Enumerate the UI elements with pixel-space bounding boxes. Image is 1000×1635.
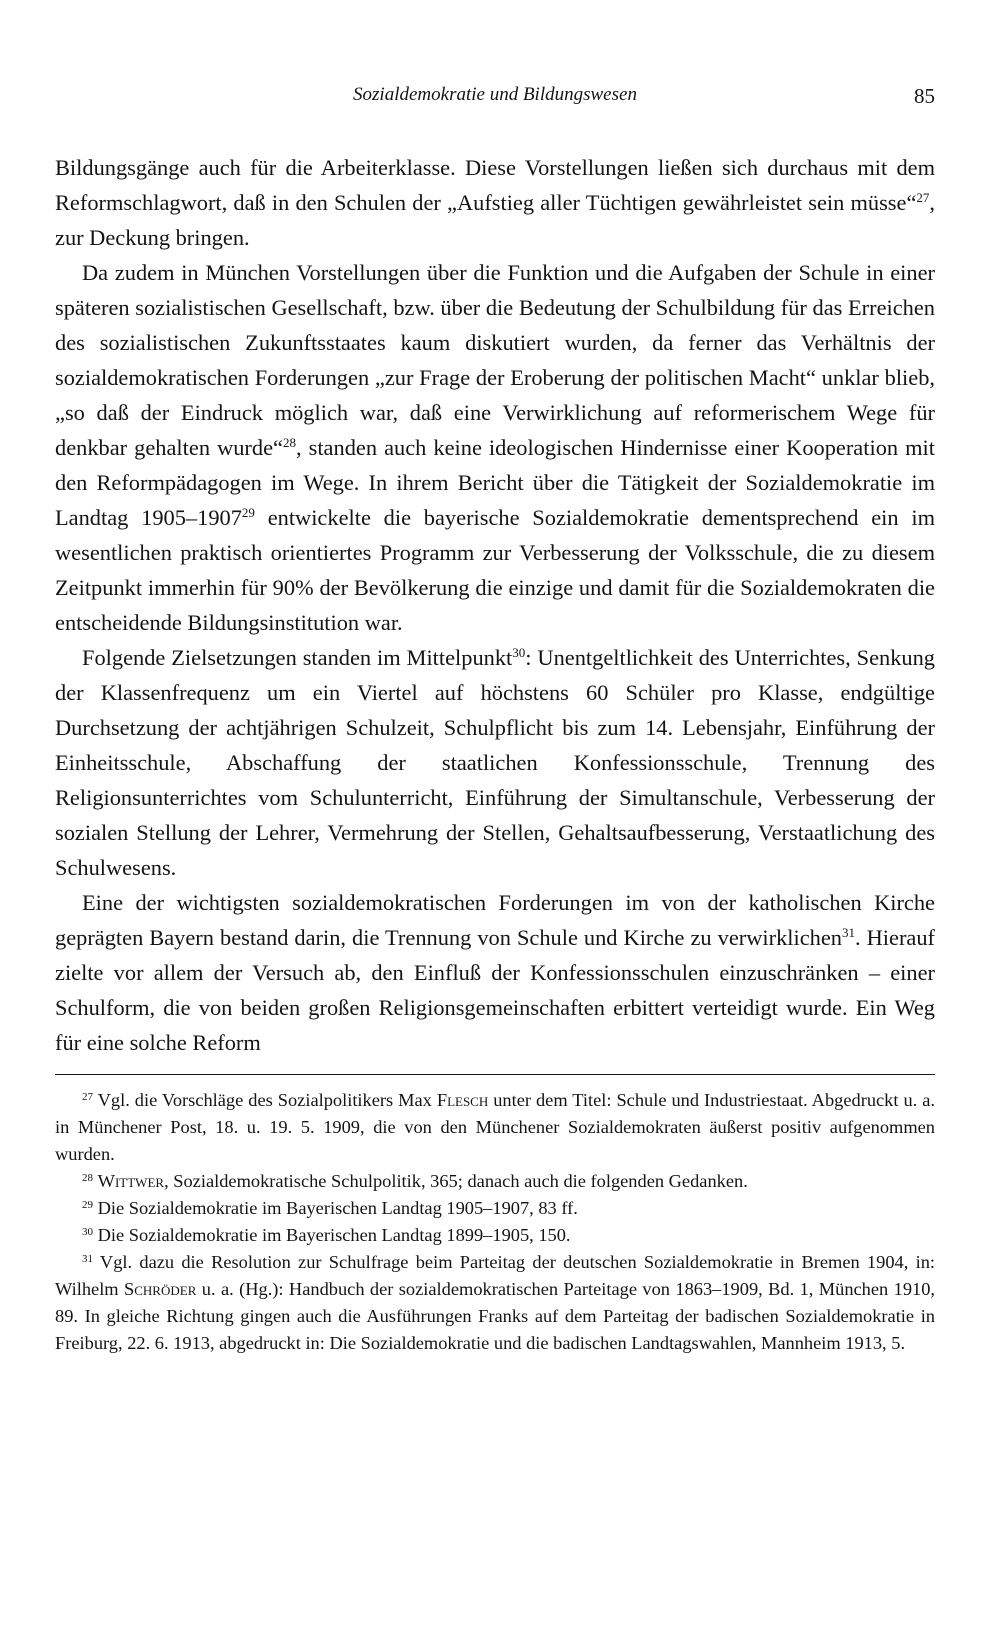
footnote-number: 27 — [82, 1091, 93, 1103]
footnote-text: u. a. (Hg.): Handbuch der sozialdemokratischen Parteitage von 1863–1909, Bd. 1, München 1910, 89. In gleiche Richtung gingen auch die Ausführungen Franks auf dem Parteitag der badischen Sozialdemokratie in Freiburg, 22. 6. 1913, abgedruckt in: Die Sozialdemokratie und die badischen Landtagswahlen, Mannheim 1913, 5. — [55, 1279, 935, 1353]
footnote-number: 29 — [82, 1199, 93, 1211]
page-number: 85 — [914, 84, 935, 108]
footnote-ref-27: 27 — [916, 190, 930, 205]
footnote-number: 31 — [82, 1253, 93, 1265]
footnotes — [55, 1087, 935, 1357]
author-name: Schröder — [124, 1279, 197, 1299]
book-page — [55, 84, 935, 1357]
paragraph-3 — [55, 640, 935, 885]
running-title: Sozialdemokratie und Bildungswesen — [353, 84, 637, 105]
paragraph-text: Folgende Zielsetzungen standen im Mittelpunkt — [82, 645, 513, 670]
footnote-30 — [55, 1222, 935, 1249]
paragraph-2 — [55, 255, 935, 640]
footnote-ref-28: 28 — [282, 435, 296, 450]
footnote-text: Vgl. dazu die Resolution zur Schulfrage beim Parteitag der deutschen Sozialdemokratie in Bremen 1904, in: Wilhelm — [55, 1252, 935, 1299]
footnote-text: unter dem Titel: Schule und Industriestaat. Abgedruckt u. a. in Münchener Post, 18. u. 19. 5. 1909, die von den Münchener Sozialdemokraten äußerst positiv aufgenommen wurden. — [55, 1090, 935, 1164]
paragraph-text: Eine der wichtigsten sozialdemokratischen Forderungen im von der katholischen Kirche geprägten Bayern bestand darin, die Trennung von Schule und Kirche zu verwirklichen — [55, 890, 935, 950]
footnote-number: 30 — [82, 1226, 93, 1238]
paragraph-text: . Hierauf zielte vor allem der Versuch ab, den Einfluß der Konfessionsschulen einzuschränken – einer Schulform, die von beiden großen Religionsgemeinschaften erbittert verteidigt wurde. Ein Weg für eine solche Reform — [55, 925, 936, 1055]
paragraph-text: Da zudem in München Vorstellungen über die Funktion und die Aufgaben der Schule in einer späteren sozialistischen Gesellschaft, bzw. über die Bedeutung der Schulbildung für das Erreichen des sozialistischen Zukunftsstaates kaum diskutiert wurden, da ferner das Verhältnis der sozialdemokratischen Forderungen „zur Frage der Eroberung der politischen Macht“ unklar blieb, „so daß der Eindruck möglich war, daß eine Verwirklichung auf reformerischem Wege für denkbar gehalten wurde“ — [55, 260, 935, 460]
paragraph-text: entwickelte die bayerische Sozialdemokratie dementsprechend ein im wesentlichen praktisch orientiertes Programm zur Verbesserung der Volksschule, die zu diesem Zeitpunkt immerhin für 90% der Bevölkerung die einzige und damit für die Sozialdemokraten die entscheidende Bildungsinstitution war. — [55, 505, 935, 635]
footnote-ref-31: 31 — [842, 925, 855, 940]
page-header — [55, 84, 935, 120]
footnote-ref-30: 30 — [512, 645, 526, 660]
footnote-27 — [55, 1087, 935, 1168]
footnote-28 — [55, 1168, 935, 1195]
paragraph-text: : Unentgeltlichkeit des Unterrichtes, Senkung der Klassenfrequenz um ein Viertel auf höchstens 60 Schüler pro Klasse, endgültige Durchsetzung der achtjährigen Schulzeit, Schulpflicht bis zum 14. Lebensjahr, Einführung der Einheitsschule, Abschaffung der staatlichen Konfessionsschule, Trennung des Religionsunterrichtes vom Schulunterricht, Einführung der Simultanschule, Verbesserung der sozialen Stellung der Lehrer, Vermehrung der Stellen, Gehaltsaufbesserung, Verstaatlichung des Schulwesens. — [55, 645, 936, 880]
paragraph-4 — [55, 885, 935, 1060]
footnote-number: 28 — [82, 1172, 93, 1184]
footnote-text: , Sozialdemokratische Schulpolitik, 365; danach auch die folgenden Gedanken. — [164, 1171, 748, 1191]
footnote-29 — [55, 1195, 935, 1222]
paragraph-text: , standen auch keine ideologischen Hindernisse einer Kooperation mit den Reformpädagogen im Wege. In ihrem Bericht über die Tätigkeit der Sozialdemokratie im Landtag 1905–1907 — [55, 435, 935, 530]
paragraph-text: , zur Deckung bringen. — [55, 190, 935, 250]
paragraph-1 — [55, 150, 935, 255]
footnote-text: Die Sozialdemokratie im Bayerischen Landtag 1905–1907, 83 ff. — [93, 1198, 578, 1218]
footnote-divider — [55, 1074, 935, 1075]
author-name: Flesch — [436, 1090, 489, 1110]
footnote-31 — [55, 1249, 935, 1357]
paragraph-text: Bildungsgänge auch für die Arbeiterklasse. Diese Vorstellungen ließen sich durchaus mit dem Reformschlagwort, daß in den Schulen der „Aufstieg aller Tüchtigen gewährleistet sein müsse“ — [55, 155, 935, 215]
main-text — [55, 150, 935, 1060]
footnote-text: Vgl. die Vorschläge des Sozialpolitikers Max — [93, 1090, 437, 1110]
footnote-ref-29: 29 — [241, 505, 255, 520]
author-name: Wittwer — [97, 1171, 165, 1191]
footnote-text: Die Sozialdemokratie im Bayerischen Landtag 1899–1905, 150. — [93, 1225, 571, 1245]
